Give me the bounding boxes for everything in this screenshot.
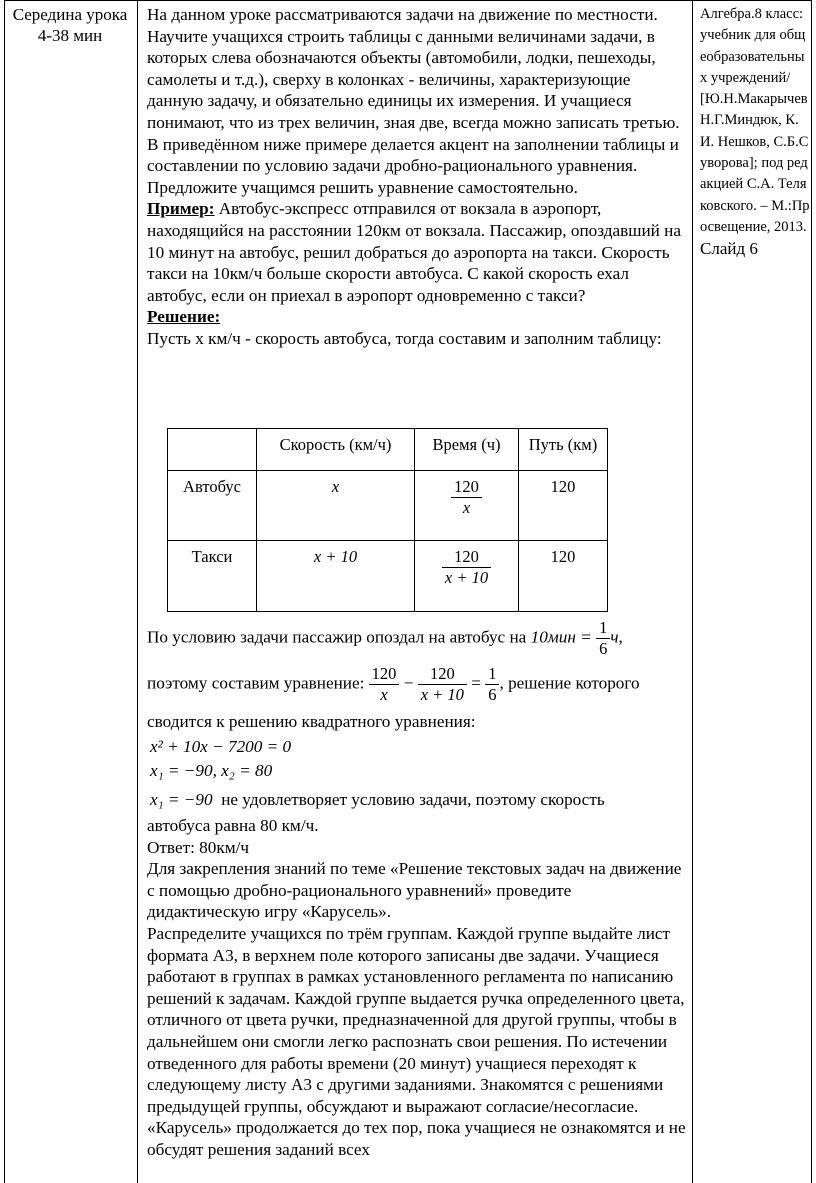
- condition-fraction: $\frac{1}{6}$: [596, 618, 610, 659]
- equation-fraction: $\frac{1}{6}$: [485, 664, 499, 705]
- solution-label: Решение:: [147, 307, 221, 327]
- time-denominator: x + 10: [442, 567, 491, 588]
- table-header-cell: Время (ч): [415, 429, 519, 471]
- equation-fraction: $\frac{120}{x + 10}$: [418, 664, 467, 705]
- row-path: 120: [519, 471, 608, 541]
- table-header-cell: Скорость (км/ч): [257, 429, 415, 471]
- row-name: Такси: [168, 541, 257, 612]
- example-text: Автобус-экспресс отправился от вокзала в аэропорт, находящийся на расстоянии 120км от вокзала. Пассажир, опоздавший на 10 минут на автобус, решил добраться до аэропорта на такси. Скорость такси на 10км/ч больше скорости автобуса. С какой скорость ехал автобус, если он приехал в аэропорт одновременно с такси?: [147, 199, 681, 305]
- stage-label: Середина урока: [12, 5, 128, 24]
- row-speed: x + 10: [257, 541, 415, 612]
- content-column: [147, 4, 687, 350]
- condition-line: По условию задачи пассажир опоздал на автобус на 10мин = $\frac{1}{6}$ ч,: [147, 618, 623, 658]
- reference-column: [700, 4, 810, 260]
- intro-paragraph: На данном уроке рассматриваются задачи на движение по местности. Научите учащихся строить таблицы с данными величинами задачи, в которых слева обозначаются объекты (автомобили, лодки, пешеходы, самолеты и т.д.), сверху в колонках - величины, характеризующие данную задачу, и обязательно единицы их измерения. И учащиеся понимают, что из трех величин, зная две, всегда можно записать третью. В приведённом ниже примере делается акцент на заполнении таблицы и составлении по условию задачи дробно-рационального уравнения.: [147, 5, 680, 176]
- table-header-cell: [168, 429, 257, 471]
- table-header-cell: Путь (км): [519, 429, 608, 471]
- time-denominator: x: [451, 497, 482, 518]
- stage-column: [10, 4, 130, 46]
- bus-speed: автобуса равна 80 км/ч.: [147, 816, 319, 835]
- column-divider: [692, 0, 693, 1183]
- quadratic-equation: x² + 10x − 7200 = 0: [150, 737, 292, 756]
- distribute-paragraph: Распределите учащихся по трём группам. Каждой группе выдайте лист формата А3, в верхнем поле которого записаны две задачи. Учащиеся работают в группах в рамках установленного регламента по написанию решений к задачам. Каждой группе выдается ручка определенного цвета, отличного от цвета ручки, предназначенной для другой группы, чтобы в дальнейшем они смогли легко распознать свои решения. По истечении отведенного для работы времени (20 минут) учащиеся переходят к следующему листу А3 с другими заданиями. Знакомятся с решениями предыдущей группы, обсуждают и выражают согласие/несогласие. «Карусель» продолжается до тех пор, пока учащиеся не ознакомятся и не обсудят решения заданий всех: [147, 923, 686, 1159]
- reduces-line: сводится к решению квадратного уравнения:: [147, 712, 476, 731]
- slide-number: Слайд 6: [700, 239, 758, 259]
- time-numerator: 120: [454, 547, 479, 566]
- row-speed: x: [257, 471, 415, 541]
- row-time: [415, 541, 519, 612]
- time-numerator: 120: [454, 477, 479, 496]
- table-row: [168, 541, 608, 612]
- tail-block: [147, 815, 687, 1161]
- suggest-paragraph: Предложите учащимся решить уравнение самостоятельно.: [147, 177, 578, 197]
- equation-fraction: $\frac{120}{x}$: [369, 664, 400, 705]
- example-label: Пример:: [147, 199, 215, 219]
- table-header-row: [168, 429, 608, 471]
- stage-time: 4-38 мин: [37, 26, 103, 45]
- example-paragraph: [147, 198, 687, 306]
- row-name: Автобус: [168, 471, 257, 541]
- column-divider: [137, 0, 138, 1183]
- reject-line: x₁ = −90 не удовлетворяет условию задачи, поэтому скорость: [150, 790, 605, 809]
- let-paragraph: Пусть x км/ч - скорость автобуса, тогда составим и заполним таблицу:: [147, 328, 662, 348]
- equation-line: поэтому составим уравнение: $\frac{120}{x}$ − $\frac{120}{x + 10}$ = $\frac{1}{6}$ , решение которого: [147, 664, 640, 704]
- row-path: 120: [519, 541, 608, 612]
- motion-table: [167, 428, 608, 612]
- game-paragraph: Для закрепления знаний по теме «Решение текстовых задач на движение с помощью дробно-рационального уравнений» проведите дидактическую игру «Карусель».: [147, 859, 682, 922]
- textbook-reference: Алгебра.8 класс: учебник для общеобразовательных учреждений/ [Ю.Н.Макарычев Н.Г.Миндюк, К.И. Нешков, С.Б.Суворова]; под редакцией С.А. Теляковского. – М.:Просвещение, 2013.: [700, 6, 810, 235]
- answer: Ответ: 80км/ч: [147, 837, 249, 857]
- row-time: [415, 471, 519, 541]
- roots-line: x₁ = −90, x₂ = 80: [150, 761, 273, 780]
- condition-expression: 10мин =: [530, 627, 592, 647]
- table-row: [168, 471, 608, 541]
